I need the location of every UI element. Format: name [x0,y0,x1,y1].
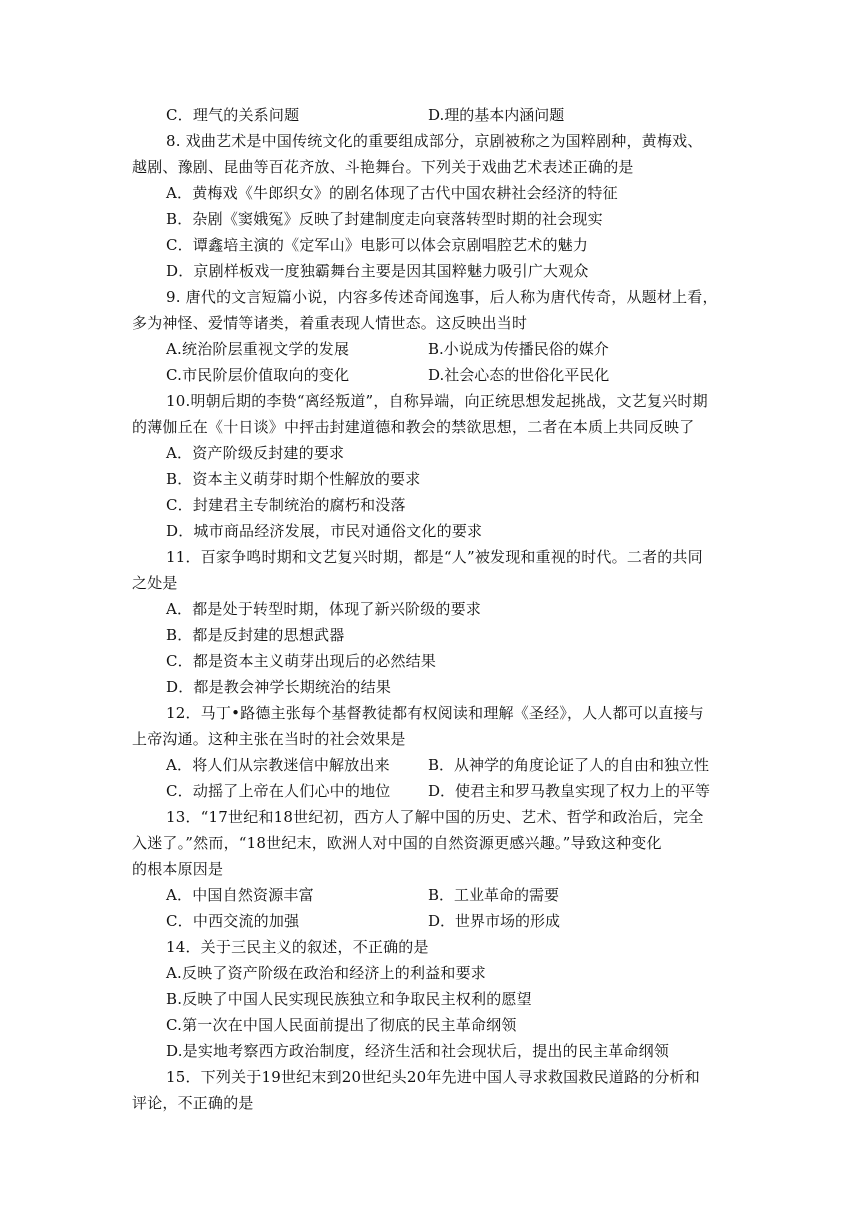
q13-option-b: B．工业革命的需要 [428,886,560,904]
option-d-q7: D.理的基本内涵问题 [428,106,565,124]
q14-option-b: B.反映了中国人民实现民族独立和争取民主权利的愿望 [166,990,532,1008]
question-15-line2: 评论，不正确的是 [132,1094,254,1112]
question-10-line2: 的薄伽丘在《十日谈》中抨击封建道德和教会的禁欲思想，二者在本质上共同反映了 [132,418,695,436]
question-9-line1: 9. 唐代的文言短篇小说，内容多传述奇闻逸事，后人称为唐代传奇，从题材上看， [166,288,718,306]
question-13-line3: 的根本原因是 [132,860,224,878]
question-12-line2: 上帝沟通。这种主张在当时的社会效果是 [132,730,406,748]
q13-option-c: C．中西交流的加强 [166,912,300,930]
q12-option-b: B．从神学的角度论证了人的自由和独立性 [428,756,710,774]
question-11-line2: 之处是 [132,574,178,592]
question-13-line2: 入迷了。”然而，“18世纪末，欧洲人对中国的自然资源更感兴趣。”导致这种变化 [132,834,662,852]
question-12-line1: 12．马丁•路德主张每个基督教徒都有权阅读和理解《圣经》，人人都可以直接与 [166,704,704,722]
question-15-line1: 15．下列关于19世纪末到20世纪头20年先进中国人寻求救国救民道路的分析和 [166,1068,700,1086]
q8-option-b: B．杂剧《窦娥冤》反映了封建制度走向衰落转型时期的社会现实 [166,210,603,228]
q9-option-d: D.社会心态的世俗化平民化 [428,366,610,384]
q11-option-c: C．都是资本主义萌芽出现后的必然结果 [166,652,437,670]
q11-option-a: A．都是处于转型时期，体现了新兴阶级的要求 [166,600,482,618]
q8-option-c: C．谭鑫培主演的《定军山》电影可以体会京剧唱腔艺术的魅力 [166,236,589,254]
q14-option-d: D.是实地考察西方政治制度，经济生活和社会现状后，提出的民主革命纲领 [166,1042,670,1060]
option-c-q7: C．理气的关系问题 [166,106,300,124]
q8-option-a: A．黄梅戏《牛郎织女》的剧名体现了古代中国农耕社会经济的特征 [166,184,618,202]
q9-option-b: B.小说成为传播民俗的媒介 [428,340,609,358]
q10-option-b: B．资本主义萌芽时期个性解放的要求 [166,470,421,488]
question-8-line1: 8. 戏曲艺术是中国传统文化的重要组成部分，京剧被称之为国粹剧种，黄梅戏、 [166,132,703,150]
q14-option-c: C.第一次在中国人民面前提出了彻底的民主革命纲领 [166,1016,517,1034]
question-11-line1: 11．百家争鸣时期和文艺复兴时期，都是“人”被发现和重视的时代。二者的共同 [166,548,703,566]
q10-option-c: C．封建君主专制统治的腐朽和没落 [166,496,406,514]
q10-option-a: A．资产阶级反封建的要求 [166,444,345,462]
q12-option-c: C．动摇了上帝在人们心中的地位 [166,782,391,800]
q11-option-b: B．都是反封建的思想武器 [166,626,345,644]
question-14: 14．关于三民主义的叙述，不正确的是 [166,938,429,956]
question-9-line2: 多为神怪、爱情等诸类，着重表现人情世态。这反映出当时 [132,314,528,332]
question-8-line2: 越剧、豫剧、昆曲等百花齐放、斗艳舞台。下列关于戏曲艺术表述正确的是 [132,158,634,176]
q9-option-c: C.市民阶层价值取向的变化 [166,366,350,384]
q10-option-d: D．城市商品经济发展，市民对通俗文化的要求 [166,522,483,540]
q11-option-d: D．都是教会神学长期统治的结果 [166,678,392,696]
q8-option-d: D．京剧样板戏一度独霸舞台主要是因其国粹魅力吸引广大观众 [166,262,589,280]
question-10-line1: 10.明朝后期的李贽“离经叛道”，自称异端，向正统思想发起挑战，文艺复兴时期 [166,392,708,410]
q14-option-a: A.反映了资产阶级在政治和经济上的利益和要求 [166,964,487,982]
q12-option-d: D．使君主和罗马教皇实现了权力上的平等 [428,782,711,800]
q12-option-a: A．将人们从宗教迷信中解放出来 [166,756,390,774]
q9-option-a: A.统治阶层重视文学的发展 [166,340,350,358]
q13-option-d: D．世界市场的形成 [428,912,561,930]
question-13-line1: 13．“17世纪和18世纪初，西方人了解中国的历史、艺术、哲学和政治后，完全 [166,808,704,826]
q13-option-a: A．中国自然资源丰富 [166,886,314,904]
